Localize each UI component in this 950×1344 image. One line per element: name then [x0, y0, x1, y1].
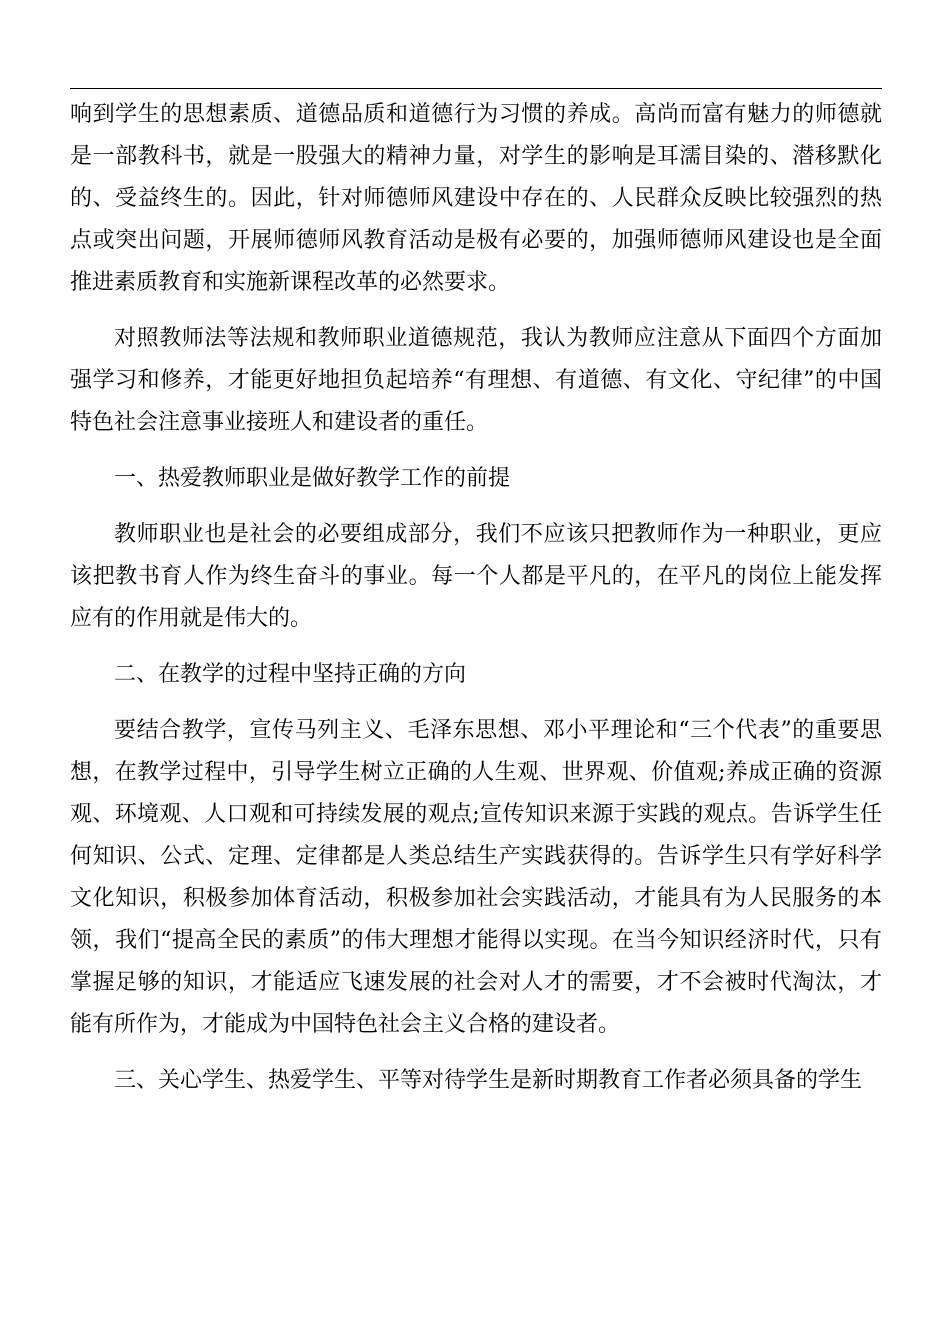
section-heading-3: 三、关心学生、热爱学生、平等对待学生是新时期教育工作者必须具备的学生: [114, 1068, 863, 1093]
paragraph-section-2: 要结合教学，宣传马列主义、毛泽东思想、邓小平理论和“三个代表”的重要思想，在教学过程中，引导学生树立正确的人生观、世界观、价值观;养成正确的资源观、环境观、人口观和可持续发展的观点;宣传知识来源于实践的观点。告诉学生任何知识、公式、定理、定律都是人类总结生产实践获得的。告诉学生只有学好科学文化知识，积极参加体育活动，积极参加社会实践活动，才能具有为人民服务的本领，我们“提高全民的素质”的伟大理想才能得以实现。在当今知识经济时代，只有掌握足够的知识，才能适应飞速发展的社会对人才的需要，才不会被时代淘汰，才能有所作为，才能成为中国特色社会主义合格的建设者。: [70, 718, 882, 1037]
document-body: [70, 94, 882, 1102]
paragraph-section-1: 教师职业也是社会的必要组成部分，我们不应该只把教师作为一种职业，更应该把教书育人作为终生奋斗的事业。每一个人都是平凡的，在平凡的岗位上能发挥应有的作用就是伟大的。: [70, 522, 882, 631]
paragraph-continuation: 响到学生的思想素质、道德品质和道德行为习惯的养成。高尚而富有魅力的师德就是一部教科书，就是一股强大的精神力量，对学生的影响是耳濡目染的、潜移默化的、受益终生的。因此，针对师德师风建设中存在的、人民群众反映比较强烈的热点或突出问题，开展师德师风教育活动是极有必要的，加强师德师风建设也是全面推进素质教育和实施新课程改革的必然要求。: [70, 102, 882, 295]
section-heading-2: 二、在教学的过程中坚持正确的方向: [114, 662, 467, 687]
header-rule: [70, 88, 882, 89]
section-heading-1: 一、热爱教师职业是做好教学工作的前提: [114, 466, 511, 491]
paragraph-intro: 对照教师法等法规和教师职业道德规范，我认为教师应注意从下面四个方面加强学习和修养，才能更好地担负起培养“有理想、有道德、有文化、守纪律”的中国特色社会注意事业接班人和建设者的重任。: [70, 326, 882, 435]
